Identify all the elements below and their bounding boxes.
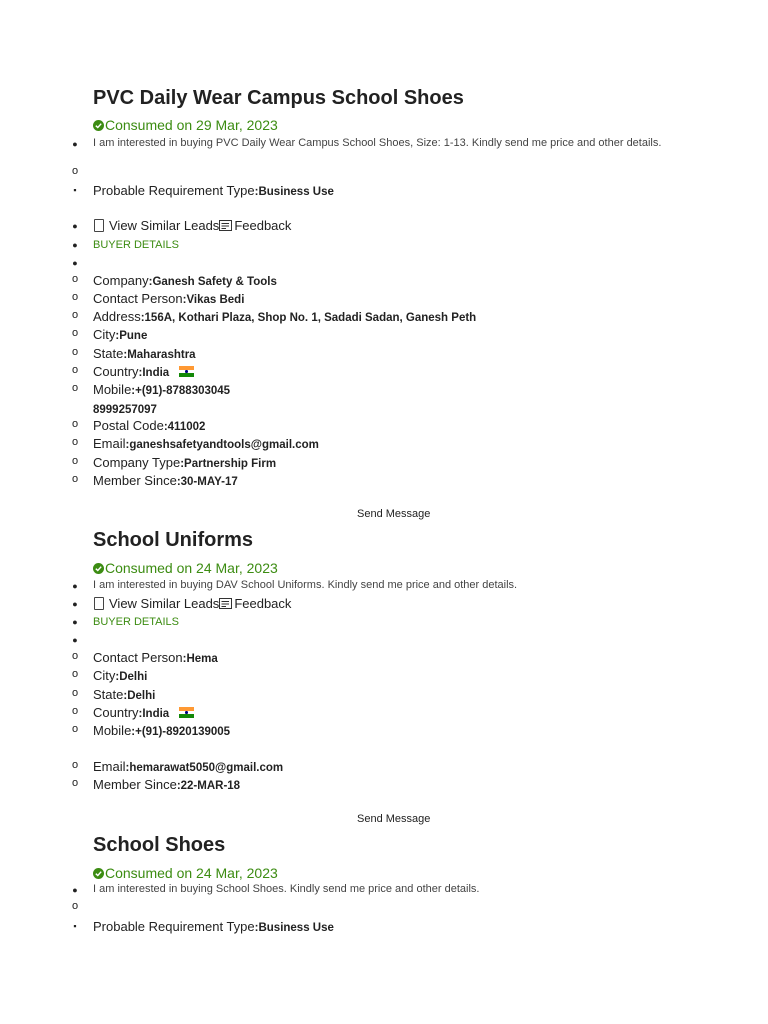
lead-actions: [93, 596, 291, 611]
member-value: :30-MAY-17: [176, 476, 238, 488]
listing-title[interactable]: School Shoes: [93, 834, 226, 856]
lead-description: I am interested in buying DAV School Uniforms. Kindly send me price and other details.: [93, 579, 518, 591]
view-similar-leads-link[interactable]: View Similar Leads: [109, 218, 220, 233]
bullet-circle: o: [71, 723, 79, 735]
bullet-square: ▪: [73, 921, 77, 931]
bullet-circle: o: [71, 473, 79, 485]
contact-value: :Hema: [182, 653, 218, 665]
bullet-circle: o: [71, 418, 79, 430]
check-circle-icon: [93, 563, 104, 574]
mobile-extra-row: [93, 401, 157, 416]
mobile-row: [93, 382, 230, 397]
bullet-circle: o: [71, 291, 79, 303]
bullet-circle: o: [71, 327, 79, 339]
contact-label: Contact Person: [93, 291, 183, 306]
address-value: :156A, Kothari Plaza, Shop No. 1, Sadadi Sadan, Ganesh Peth: [140, 312, 477, 324]
listing-title[interactable]: School Uniforms: [93, 529, 254, 551]
lead-actions: [93, 218, 291, 233]
india-flag-icon: [179, 707, 194, 718]
bullet-disc: ●: [72, 221, 78, 231]
bullet-disc: ●: [72, 885, 78, 895]
consumed-text: Consumed on 24 Mar, 2023: [105, 560, 278, 576]
probable-label: Probable Requirement Type: [93, 919, 255, 934]
state-value: :Delhi: [123, 690, 156, 702]
bullet-circle: o: [71, 165, 79, 177]
bullet-circle: o: [71, 382, 79, 394]
postal-value: :411002: [163, 421, 206, 433]
state-row: [93, 346, 196, 361]
contact-person-row: [93, 291, 244, 306]
bullet-disc: ●: [72, 139, 78, 149]
company-value: :Ganesh Safety & Tools: [148, 276, 277, 288]
country-label: Country: [93, 364, 139, 379]
bullet-circle: o: [71, 900, 79, 912]
lead-description: I am interested in buying PVC Daily Wear Campus School Shoes, Size: 1-13. Kindly send me price and other details.: [93, 137, 662, 149]
postal-label: Postal Code: [93, 418, 164, 433]
bullet-circle: o: [71, 309, 79, 321]
feedback-link[interactable]: Feedback: [234, 218, 292, 233]
bullet-circle: o: [71, 759, 79, 771]
company-type-row: [93, 455, 276, 470]
bullet-circle: o: [71, 777, 79, 789]
bullet-circle: o: [71, 455, 79, 467]
company-row: [93, 273, 277, 288]
city-value: :Pune: [115, 330, 148, 342]
company-type-label: Company Type: [93, 455, 181, 470]
buyer-details-heading[interactable]: BUYER DETAILS: [93, 239, 179, 251]
lead-description: I am interested in buying School Shoes. Kindly send me price and other details.: [93, 883, 480, 895]
document-icon: [94, 219, 104, 232]
contact-person-row: [93, 650, 218, 665]
country-row: [93, 364, 194, 379]
company-label: Company: [93, 273, 149, 288]
consumed-text: Consumed on 24 Mar, 2023: [105, 865, 278, 881]
country-value: :India: [138, 708, 170, 720]
city-label: City: [93, 668, 116, 683]
probable-requirement: [93, 183, 334, 198]
company-type-value: :Partnership Firm: [180, 458, 277, 470]
buyer-details-heading[interactable]: BUYER DETAILS: [93, 616, 179, 628]
bullet-disc: ●: [72, 258, 78, 268]
email-row: [93, 759, 283, 774]
state-row: [93, 687, 155, 702]
email-value: :hemarawat5050@gmail.com: [125, 762, 284, 774]
country-row: [93, 705, 194, 720]
india-flag-icon: [179, 366, 194, 377]
bullet-circle: o: [71, 273, 79, 285]
bullet-disc: ●: [72, 581, 78, 591]
member-label: Member Since: [93, 473, 177, 488]
bullet-disc: ●: [72, 635, 78, 645]
postal-code-row: [93, 418, 205, 433]
listing-title[interactable]: PVC Daily Wear Campus School Shoes: [93, 87, 464, 109]
send-message-button[interactable]: Send Message: [357, 508, 431, 520]
email-label: Email: [93, 759, 126, 774]
member-since-row: [93, 777, 240, 792]
consumed-status: [93, 560, 278, 576]
bullet-circle: o: [71, 650, 79, 662]
bullet-square: ▪: [73, 185, 77, 195]
consumed-status: [93, 117, 278, 133]
email-row: [93, 436, 319, 451]
probable-requirement: [93, 919, 334, 934]
probable-value: :Business Use: [254, 922, 334, 934]
city-row: [93, 668, 147, 683]
bullet-circle: o: [71, 668, 79, 680]
country-value: :India: [138, 367, 170, 379]
state-label: State: [93, 346, 124, 361]
bullet-circle: o: [71, 346, 79, 358]
check-circle-icon: [93, 120, 104, 131]
state-label: State: [93, 687, 124, 702]
contact-label: Contact Person: [93, 650, 183, 665]
probable-label: Probable Requirement Type: [93, 183, 255, 198]
send-message-button[interactable]: Send Message: [357, 813, 431, 825]
country-label: Country: [93, 705, 139, 720]
member-value: :22-MAR-18: [176, 780, 241, 792]
mobile-value: :+(91)-8788303045: [131, 385, 231, 397]
state-value: :Maharashtra: [123, 349, 196, 361]
address-row: [93, 309, 476, 324]
feedback-icon: [219, 220, 233, 232]
mobile-label: Mobile: [93, 723, 132, 738]
bullet-circle: o: [71, 687, 79, 699]
city-row: [93, 327, 147, 342]
email-value: :ganeshsafetyandtools@gmail.com: [125, 439, 319, 451]
contact-value: :Vikas Bedi: [182, 294, 245, 306]
document-icon: [94, 597, 104, 610]
feedback-link[interactable]: Feedback: [234, 596, 292, 611]
city-label: City: [93, 327, 116, 342]
address-label: Address: [93, 309, 141, 324]
city-value: :Delhi: [115, 671, 148, 683]
bullet-circle: o: [71, 436, 79, 448]
member-label: Member Since: [93, 777, 177, 792]
email-label: Email: [93, 436, 126, 451]
bullet-circle: o: [71, 705, 79, 717]
consumed-text: Consumed on 29 Mar, 2023: [105, 117, 278, 133]
bullet-circle: o: [71, 364, 79, 376]
feedback-icon: [219, 598, 233, 610]
bullet-disc: ●: [72, 240, 78, 250]
bullet-disc: ●: [72, 617, 78, 627]
view-similar-leads-link[interactable]: View Similar Leads: [109, 596, 220, 611]
mobile-extra-value: 8999257097: [93, 404, 157, 416]
consumed-status: [93, 865, 278, 881]
probable-value: :Business Use: [254, 186, 334, 198]
mobile-value: :+(91)-8920139005: [131, 726, 231, 738]
check-circle-icon: [93, 868, 104, 879]
mobile-label: Mobile: [93, 382, 132, 397]
mobile-row: [93, 723, 230, 738]
member-since-row: [93, 473, 238, 488]
bullet-disc: ●: [72, 599, 78, 609]
